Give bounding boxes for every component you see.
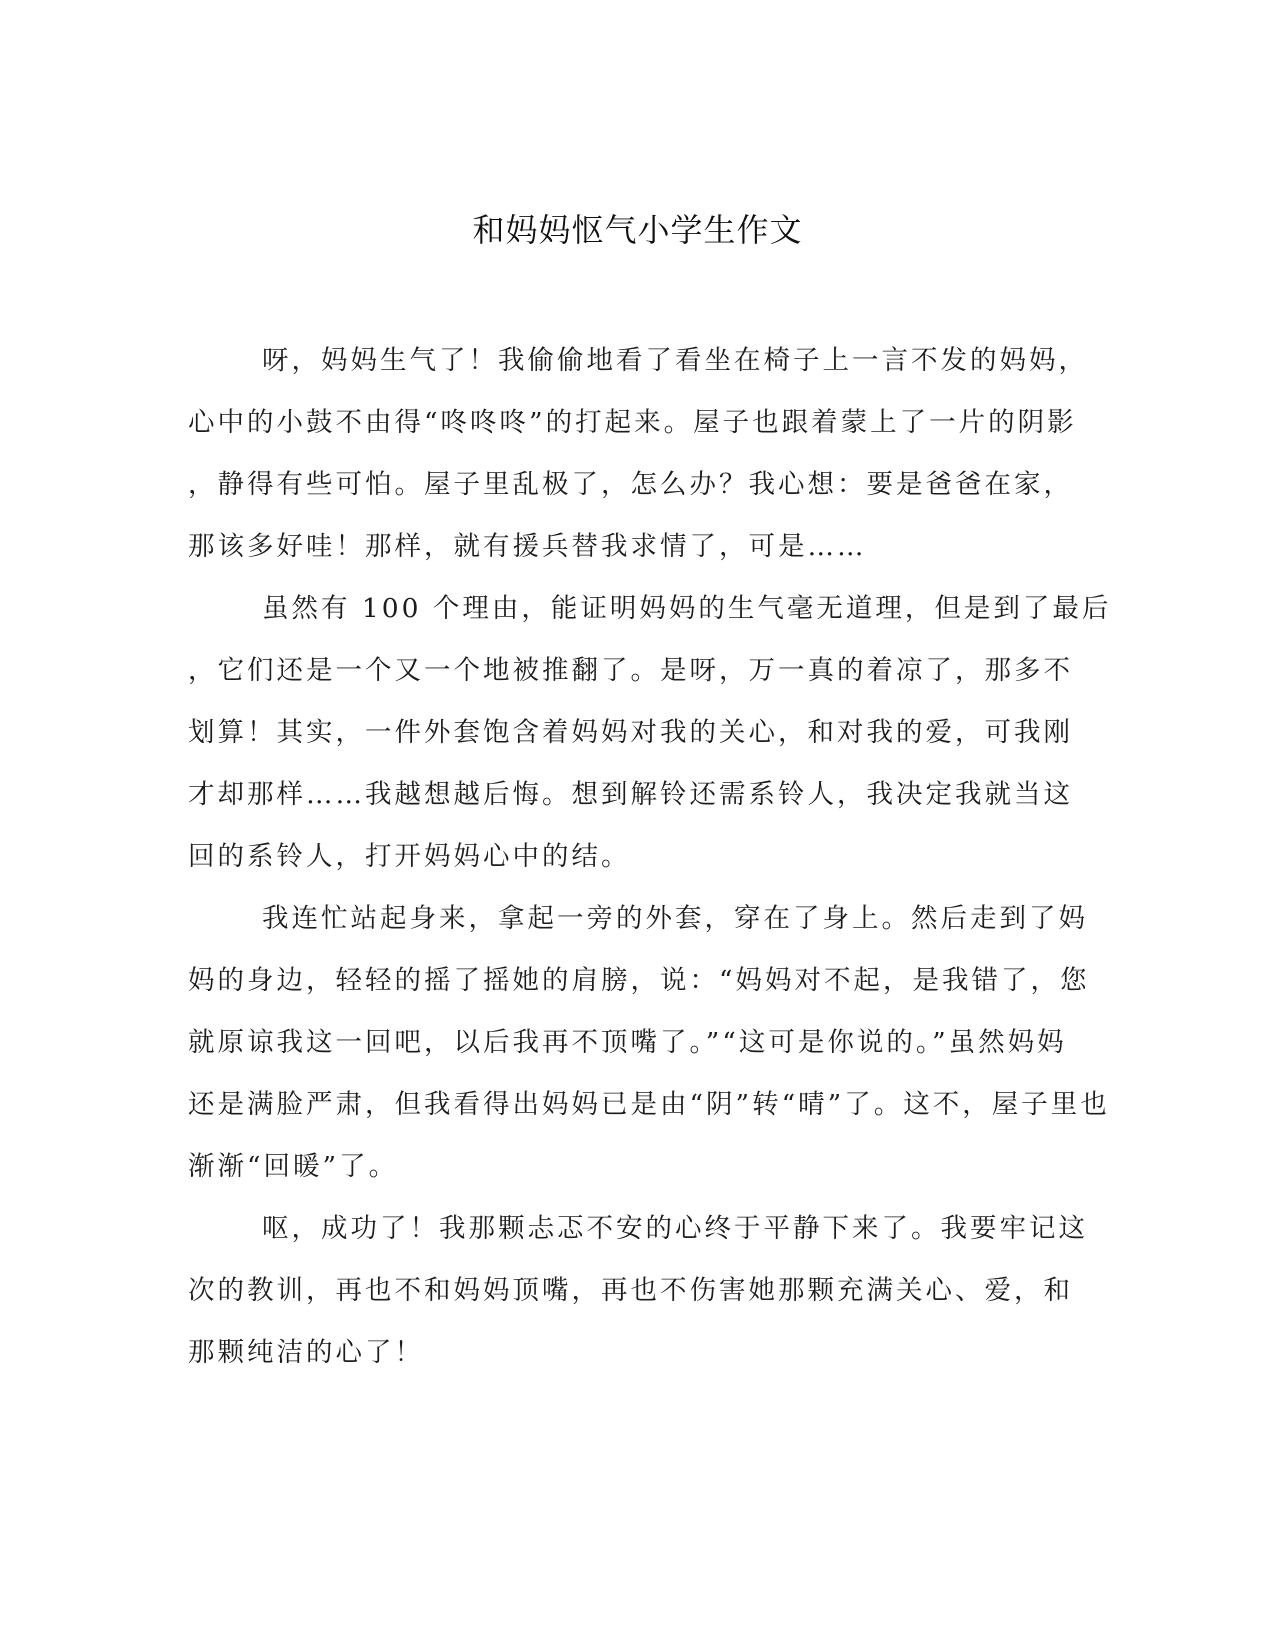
paragraph-line: 划算！其实，一件外套饱含着妈妈对我的关心，和对我的爱，可我刚: [188, 717, 1073, 748]
paragraph-line: 呕，成功了！我那颗忐忑不安的心终于平静下来了。我要牢记这: [262, 1213, 1088, 1244]
paragraph-line: 虽然有 100 个理由，能证明妈妈的生气毫无道理，但是到了最后: [262, 593, 1112, 624]
paragraph-line: 那颗纯洁的心了！: [188, 1337, 424, 1368]
paragraph-line: 呀，妈妈生气了！我偷偷地看了看坐在椅子上一言不发的妈妈，: [262, 345, 1088, 376]
paragraph-line: 回的系铃人，打开妈妈心中的结。: [188, 841, 631, 872]
paragraph-line: ，静得有些可怕。屋子里乱极了，怎么办？我心想：要是爸爸在家，: [188, 469, 1073, 500]
paragraph-line: 妈的身边，轻轻的摇了摇她的肩膀，说：“妈妈对不起，是我错了，您: [188, 965, 1090, 996]
document-body: [188, 330, 1112, 1384]
paragraph-line: 还是满脸严肃，但我看得出妈妈已是由“阴”转“晴”了。这不，屋子里也: [188, 1089, 1110, 1120]
paragraph-line: 我连忙站起身来，拿起一旁的外套，穿在了身上。然后走到了妈: [262, 903, 1088, 934]
paragraph-line: 那该多好哇！那样，就有援兵替我求情了，可是……: [188, 531, 867, 562]
paragraph-line: 渐渐“回暖”了。: [188, 1151, 399, 1182]
paragraph-line: 次的教训，再也不和妈妈顶嘴，再也不伤害她那颗充满关心、爱，和: [188, 1275, 1073, 1306]
paragraph-line: 就原谅我这一回吧，以后我再不顶嘴了。”“这可是你说的。”虽然妈妈: [188, 1027, 1067, 1058]
paragraph-line: 心中的小鼓不由得“咚咚咚”的打起来。屋子也跟着蒙上了一片的阴影: [188, 407, 1077, 438]
paragraph-3: [188, 888, 1110, 1198]
paragraph-line: 才却那样……我越想越后悔。想到解铃还需系铃人，我决定我就当这: [188, 779, 1073, 810]
paragraph-2: [188, 578, 1112, 888]
document-title: 和妈妈怄气小学生作文: [472, 211, 803, 249]
paragraph-1: [188, 330, 1088, 578]
paragraph-4: [188, 1198, 1088, 1384]
paragraph-line: ，它们还是一个又一个地被推翻了。是呀，万一真的着凉了，那多不: [188, 655, 1073, 686]
